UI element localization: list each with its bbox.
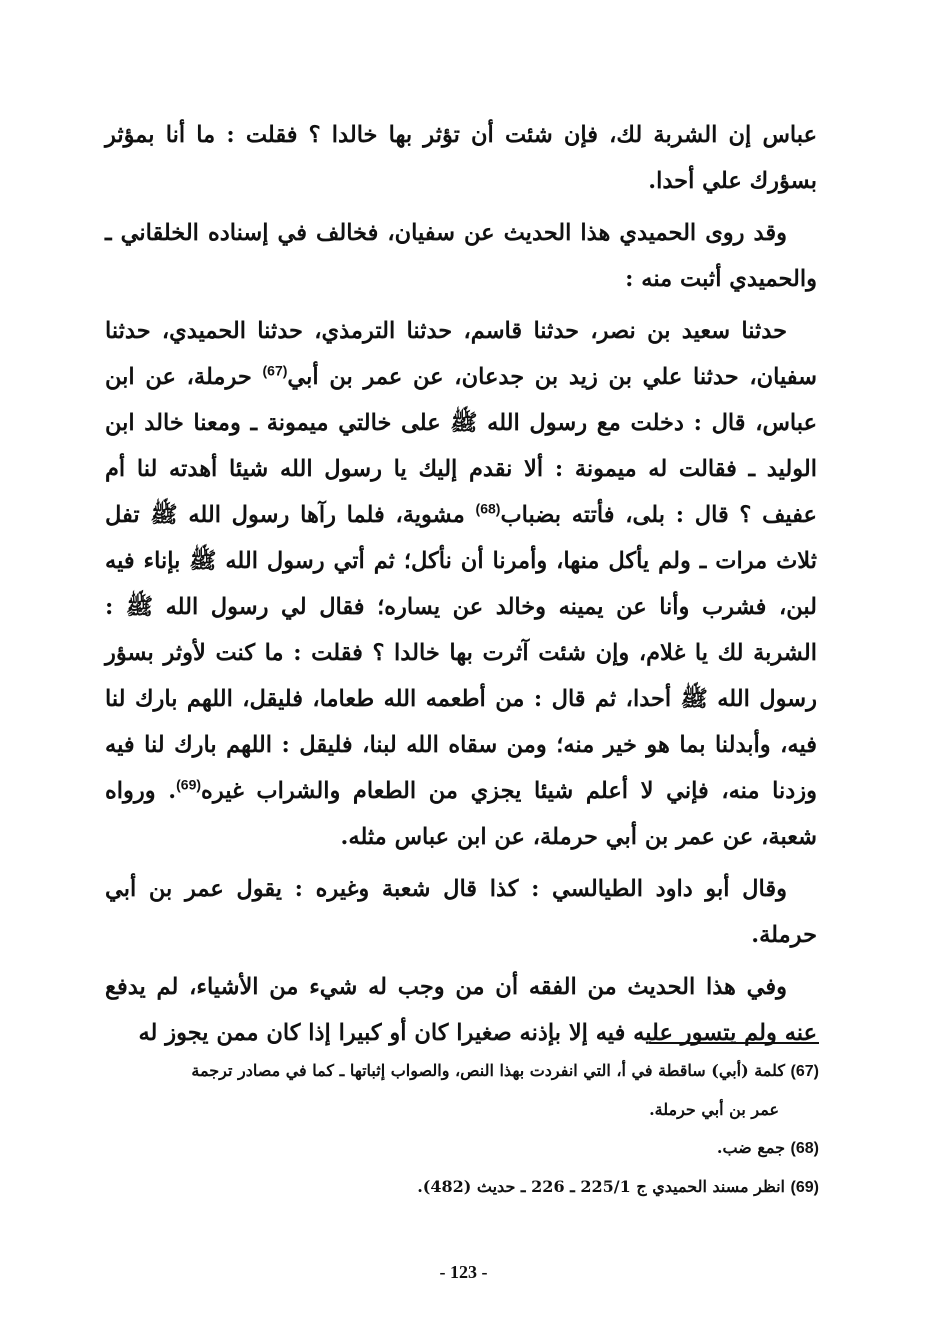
paragraph-text: مشوية، فلما رآها رسول الله ﷺ تفل ثلاث مرات ـ ولم يأكل منها، وأمرنا أن نأكل؛ ثم أتي رسول الله ﷺ بإناء فيه لبن، فشرب وأنا عن يمينه وخالد عن يساره؛ فقال لي رسول الله ﷺ : الشربة لك يا غلام، وإن شئت آثرت بها خالدا ؟ فقلت : ما كنت لأوثر بسؤر رسول الله ﷺ أحدا، ثم قال : من أطعمه الله طعاما، فليقل، اللهم بارك لنا فيه، وأبدلنا بما هو خير منه؛ ومن سقاه الله لبنا، فليقل : اللهم بارك لنا فيه وزدنا منه، فإني لا أعلم شيئا يجزي من الطعام والشراب غيره bbox=[105, 502, 818, 804]
paragraph-text: وقد روى الحميدي هذا الحديث عن سفيان، فخالف في إسناده الخلقاني ـ والحميدي أثبت منه : bbox=[105, 220, 817, 292]
footnote-ref[interactable]: (68) bbox=[475, 500, 501, 517]
paragraph-text: حدثنا سعيد بن نصر، حدثنا قاسم، حدثنا الترمذي، حدثنا الحميدي، حدثنا سفيان، حدثنا علي بن زيد بن جدعان، عن عمر بن أبي bbox=[105, 318, 818, 390]
paragraph-text: وقال أبو داود الطيالسي : كذا قال شعبة وغيره : يقول عمر بن أبي حرملة. bbox=[105, 876, 817, 948]
paragraph-text: عباس إن الشربة لك، فإن شئت أن تؤثر بها خالدا ؟ فقلت : ما أنا بمؤثر بسؤرك علي أحدا. bbox=[105, 122, 817, 194]
page-number: - 123 - bbox=[439, 1262, 488, 1282]
footnote-text: انظر مسند الحميدي ج 225/1 ـ 226 ـ حديث (482). bbox=[417, 1177, 785, 1196]
paragraph-p3 bbox=[105, 308, 817, 860]
footnote-number: (69) bbox=[790, 1179, 819, 1196]
footnote-ref[interactable]: (67) bbox=[262, 362, 288, 379]
footnote-number: (67) bbox=[790, 1063, 819, 1080]
footnote-item bbox=[105, 1129, 819, 1168]
paragraph-p4 bbox=[105, 866, 817, 958]
footnote-ref[interactable]: (69) bbox=[176, 776, 202, 793]
main-text-body bbox=[105, 112, 817, 1062]
footnotes-section bbox=[105, 1052, 819, 1207]
paragraph-text: حرملة، عن ابن عباس، قال : دخلت مع رسول الله ﷺ على خالتي ميمونة ـ ومعنا خالد ابن الوليد ـ فقالت له ميمونة : ألا نقدم إليك يا رسول الله شيئا أهدته لنا أم عفيف ؟ قال : بلى، فأتته بضباب bbox=[105, 364, 817, 528]
footnote-continuation: عمر بن أبي حرملة. bbox=[649, 1100, 779, 1119]
footnote-divider bbox=[649, 1042, 819, 1044]
paragraph-text: وفي هذا الحديث من الفقه أن من وجب له شيء من الأشياء، لم يدفع عنه ولم يتسور عليه فيه إلا بإذنه صغيرا كان أو كبيرا إذا كان ممن يجوز له bbox=[105, 974, 817, 1046]
paragraph-p2 bbox=[105, 210, 817, 302]
footnote-text: جمع ضب. bbox=[716, 1138, 785, 1157]
footnote-item bbox=[105, 1052, 819, 1091]
paragraph-p1 bbox=[105, 112, 817, 204]
footnote-item bbox=[105, 1168, 819, 1207]
paragraph-text: . ورواه شعبة، عن عمر بن أبي حرملة، عن ابن عباس مثله. bbox=[105, 778, 817, 850]
footnote-number: (68) bbox=[790, 1140, 819, 1157]
footnote-text: كلمة (أبي) ساقطة في أ، التي انفردت بهذا النص، والصواب إثباتها ـ كما في مصادر ترجمة bbox=[191, 1061, 785, 1080]
